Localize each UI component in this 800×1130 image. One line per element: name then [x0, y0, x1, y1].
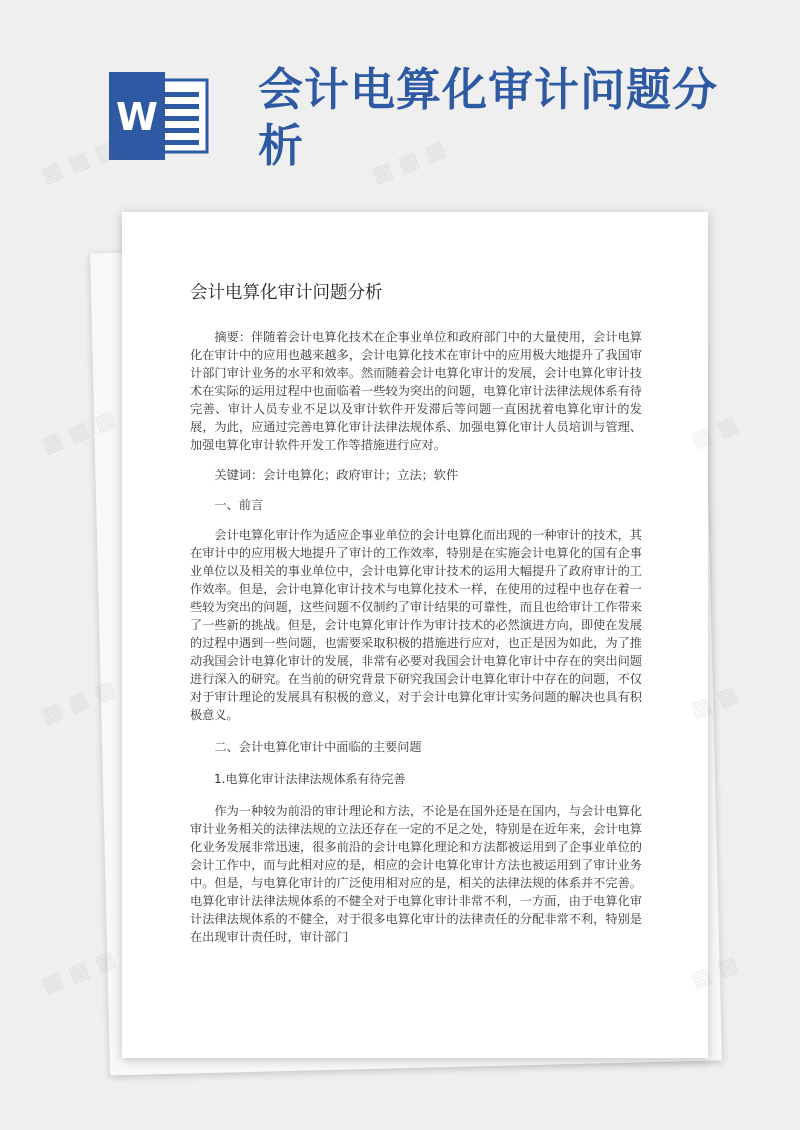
keywords-line: 关键词：会计电算化；政府审计；立法；软件	[214, 468, 459, 482]
watermark: ▦ ▦	[687, 681, 743, 724]
document-page	[122, 212, 708, 1058]
abstract-paragraph: 摘要：伴随着会计电算化技术在企事业单位和政府部门中的大量使用，会计电算化在审计中的应用也越来越多，会计电算化技术在审计中的应用极大地提升了我国审计部门审计业务的水平和效率。然而随着会计电算化审计的发展，会计电算化审计技术在实际的运用过程中也面临着一些较为突出的问题，电算化审计法律法规体系有待完善、审计人员专业不足以及审计软件开发滞后等问题一直困扰着电算化审计的发展，为此，应通过完善电算化审计法律法规体系、加强电算化审计人员培训与管理、加强电算化审计软件开发工作等措施进行应对。	[190, 330, 642, 452]
watermark: ▦ ▦	[687, 411, 743, 454]
banner	[0, 0, 800, 200]
watermark: ▦ ▦ ▦	[38, 406, 120, 459]
watermark: ▦ ▦ ▦	[38, 946, 120, 999]
banner-title: 会计电算化审计问题分析	[258, 63, 719, 172]
watermark: ▦ ▦ ▦	[38, 676, 120, 729]
word-logo-letter: W	[116, 95, 158, 139]
subsection1-heading: 1.电算化审计法律法规体系有待完善	[214, 772, 406, 786]
watermark: ▦ ▦ ▦	[368, 136, 450, 189]
document-body	[190, 328, 642, 946]
watermark: ▦ ▦ ▦	[38, 136, 120, 189]
word-logo-icon	[107, 72, 213, 160]
section1-paragraph: 会计电算化审计作为适应企事业单位的会计电算化而出现的一种审计的技术，其在审计中的应用极大地提升了审计的工作效率，特别是在实施会计电算化的国有企事业单位以及相关的事业单位中，会计电算化审计技术的运用大幅提升了政府审计的工作效率。但是，会计电算化审计技术与电算化技术一样，在使用的过程中也存在着一些较为突出的问题，这些问题不仅制约了审计结果的可靠性，而且也给审计工作带来了一些新的挑战。但是，会计电算化审计作为审计技术的必然演进方向，即使在发展的过程中遇到一些问题，也需要采取积极的措施进行应对，也正是因为如此，为了推动我国会计电算化审计的发展，非常有必要对我国会计电算化审计中存在的突出问题进行深入的研究。在当前的研究背景下研究我国会计电算化审计中存在的问题，不仅对于审计理论的发展具有积极的意义，对于会计电算化审计实务问题的解决也具有积极意义。	[190, 528, 642, 722]
document-title: 会计电算化审计问题分析	[190, 283, 383, 303]
section2-heading: 二、会计电算化审计中面临的主要问题	[214, 740, 422, 754]
watermark: ▦	[713, 951, 743, 983]
subsection1-paragraph: 作为一种较为前沿的审计理论和方法，不论是在国外还是在国内，与会计电算化审计业务相关的法律法规的立法还存在一定的不足之处，特别是在近年来，会计电算化业务发展非常迅速，很多前沿的会计电算化理论和方法都被运用到了企事业单位的会计工作中，而与此相对应的是，相应的会计电算化审计方法也被运用到了审计业务中。但是，与电算化审计的广泛使用相对应的是，相关的法律法规的体系并不完善。电算化审计法律法规体系的不健全对于电算化审计非常不利，一方面，由于电算化审计法律法规体系的不健全，对于很多电算化审计的法律责任的分配非常不利，特别是在出现审计责任时，审计部门	[190, 804, 642, 944]
section1-heading: 一、前言	[214, 498, 264, 512]
